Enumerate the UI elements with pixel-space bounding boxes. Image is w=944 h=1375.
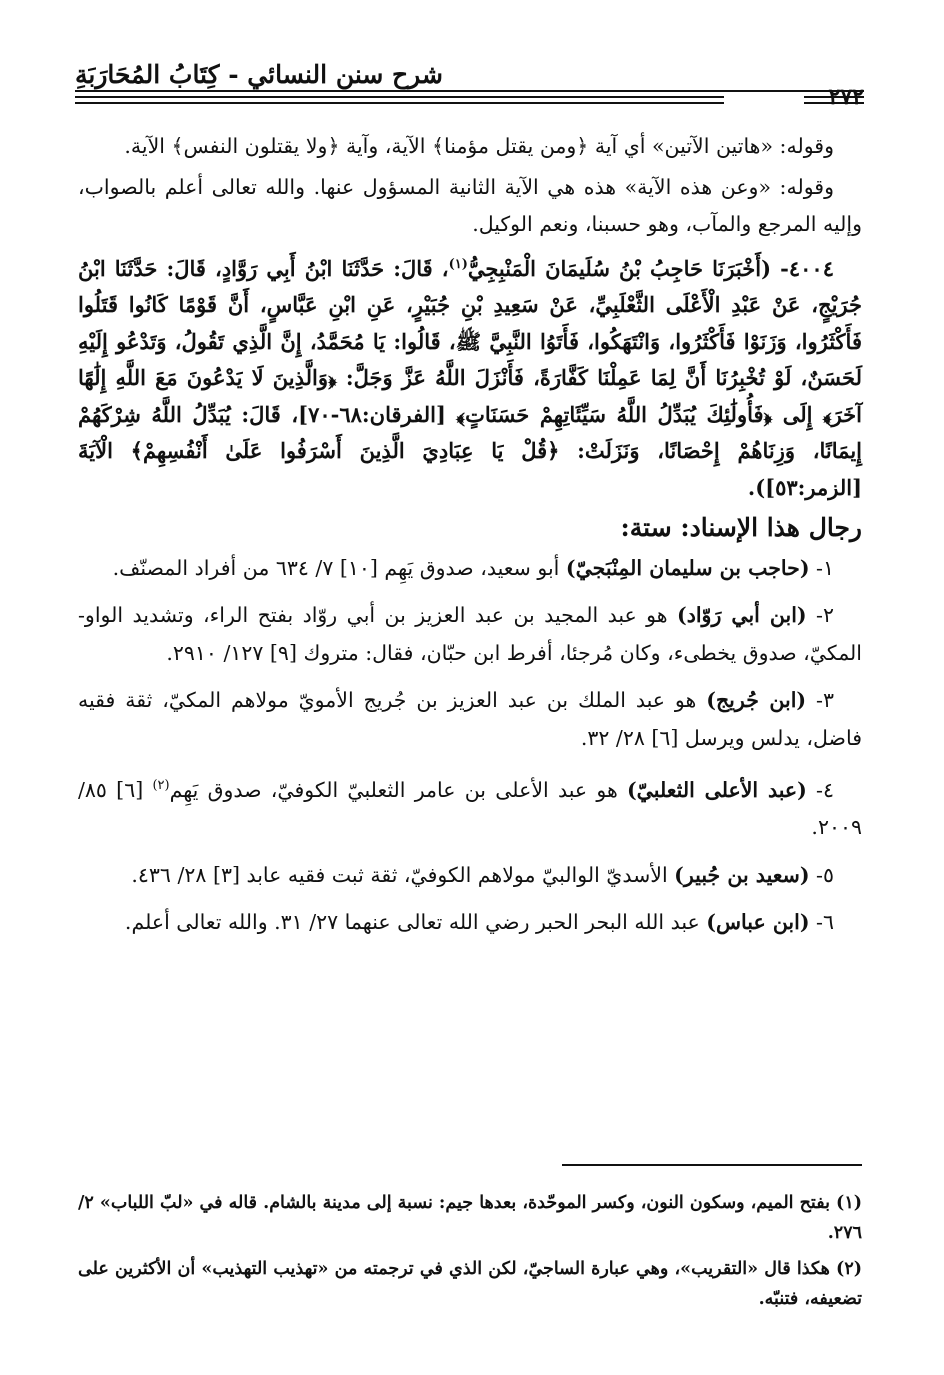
footnote-1: (١) بفتح الميم، وسكون النون، وكسر الموحّدة، بعدها جيم: نسبة إلى مدينة بالشام. قاله في «لبّ اللباب» ٢/ ٢٧٦. [78,1193,862,1243]
narrator-name: (ابن جُريج) [706,688,807,712]
narrator-name: (ابن أبي رَوّاد) [677,603,807,627]
narrator-description: هو عبد الملك بن عبد العزيز بن جُريج الأمويّ مولاهم المكيّ، ثقة فقيه فاضل، يدلس ويرسل [٦] ٢٨/ ٣٢. [78,688,862,750]
footnote-marker-1: (١) [448,256,468,272]
narrator-number: ٣- [806,688,834,712]
hadith-intro: ٤٠٠٤- (أَخْبَرَنَا حَاجِبُ بْنُ سُلَيمَانَ الْمَنْبِجِيُّ [467,255,834,281]
narrator-number: ٥- [809,862,834,887]
narrator-entry [78,904,862,942]
narrator-number: ١- [809,555,834,580]
footnote-marker-2: (٢) [152,778,170,793]
footnote-separator [562,1164,862,1166]
narrator-description-tail: [٦] ٨٥/ ٢٠٠٩. [78,777,862,840]
narrator-number: ٢- [806,603,834,627]
narrator-number: ٦- [809,910,834,935]
narrator-entry [78,597,862,672]
narrator-name: (ابن عباس) [706,910,810,935]
header-rule-double-bottom [75,102,724,104]
narrator-entry [78,550,862,588]
header-rule [75,90,864,92]
header-rule-double-top [75,96,724,98]
narrator-description: هو عبد المجيد بن عبد العزيز بن أبي روّاد بفتح الراء، وتشديد الواو- المكيّ، صدوق يخطىء، وكان مُرجئا، أفرط ابن حبّان، فقال: متروك [٩] ١٢٧/ ٢٩١٠. [78,603,862,665]
narrator-number: ٤- [806,777,834,802]
hadith-text [78,247,862,507]
section-heading: رجال هذا الإسناد: ستة: [620,513,862,542]
footnote-2: (٢) هكذا قال «التقريب»، وهي عبارة الساجيّ، لكن الذي في ترجمته من «تهذيب التهذيب» أن الأكثرين على تضعيفه، فتنبّه. [78,1259,862,1309]
hadith-body: ، قَالَ: حَدَّثَنَا ابْنُ أَبِي رَوَّادٍ، قَالَ: حَدَّثَنَا ابْنُ جُرَيْجٍ، عَنْ عَبْدِ الْأَعْلَى الثَّعْلَبِيِّ، عَنْ سَعِيدِ بْنِ جُبَيْرٍ، عَنِ ابْنِ عَبَّاسٍ، أَنَّ قَوْمًا كَانُوا قَتَلُوا فَأَكْثَرُوا، وَزَنَوْا فَأَكْثَرُوا، وَانْتَهَكُوا، فَأَتَوُا النَّبِيَّ ﷺ، قَالُوا: يَا مُحَمَّدُ، إِنَّ الَّذِي تَقُولُ، وَتَدْعُو إِلَيْهِ لَحَسَنٌ، لَوْ تُخْبِرُنَا أَنَّ لِمَا عَمِلْنَا كَفَّارَةً، فَأَنْزَلَ اللَّهُ عَزَّ وَجَلَّ: ﴿وَالَّذِينَ لَا يَدْعُونَ مَعَ اللَّهِ إِلَٰهًا آخَرَ﴾ إِلَى ﴿فَأُولَٰئِكَ يُبَدِّلُ اللَّهُ سَيِّئَاتِهِمْ حَسَنَاتٍ﴾ [الفرقان:٦٨-٧٠]، قَالَ: يُبَدِّلُ اللَّهُ شِرْكَهُمْ إِيمَانًا، وَزِنَاهُمْ إِحْصَانًا، وَنَزَلَتْ: ﴿قُلْ يَا عِبَادِيَ الَّذِينَ أَسْرَفُوا عَلَىٰ أَنْفُسِهِمْ﴾ الْآيَةَ [الزمر:٥٣]). [78,255,863,500]
narrator-description: أبو سعيد، صدوق يَهِم [١٠] ٧/ ٦٣٤ من أفراد المصنّف. [112,555,566,580]
narrator-name: (سعيد بن جُبير) [674,862,810,887]
narrator-entry [78,767,862,847]
paragraph-commentary-1: وقوله: «هاتين الآتين» أي آية ﴿ومن يقتل مؤمنا﴾ الآية، وآية ﴿ولا يقتلون النفس﴾ الآية. [124,134,834,158]
footnotes [78,1188,862,1320]
narrator-entry [78,857,862,895]
page-header [75,60,864,110]
narrator-description: هو عبد الأعلى بن عامر الثعلبيّ الكوفيّ، صدوق يَهِم [169,777,627,802]
narrator-entry [78,682,862,757]
page-number: ٢٧٢ [828,84,864,110]
main-text [78,128,862,952]
narrator-name: (حاجب بن سليمان المِنْبَجيّ) [565,555,810,580]
paragraph-commentary-2: وقوله: «وعن هذه الآية» هذه هي الآية الثانية المسؤول عنها. والله تعالى أعلم بالصواب، وإليه المرجع والمآب، وهو حسبنا، ونعم الوكيل. [78,174,862,236]
narrator-name: (عبد الأعلى الثعلبيّ) [626,777,807,802]
running-title: شرح سنن النسائي - كِتَابُ المُحَارَبَةِ [75,60,443,89]
narrator-description: عبد الله البحر الحبر رضي الله تعالى عنهما ٢٧/ ٣١. والله تعالى أعلم. [124,910,707,935]
narrator-description: الأسديّ الوالبيّ مولاهم الكوفيّ، ثقة ثبت فقيه عابد [٣] ٢٨/ ٤٣٦. [131,862,675,887]
